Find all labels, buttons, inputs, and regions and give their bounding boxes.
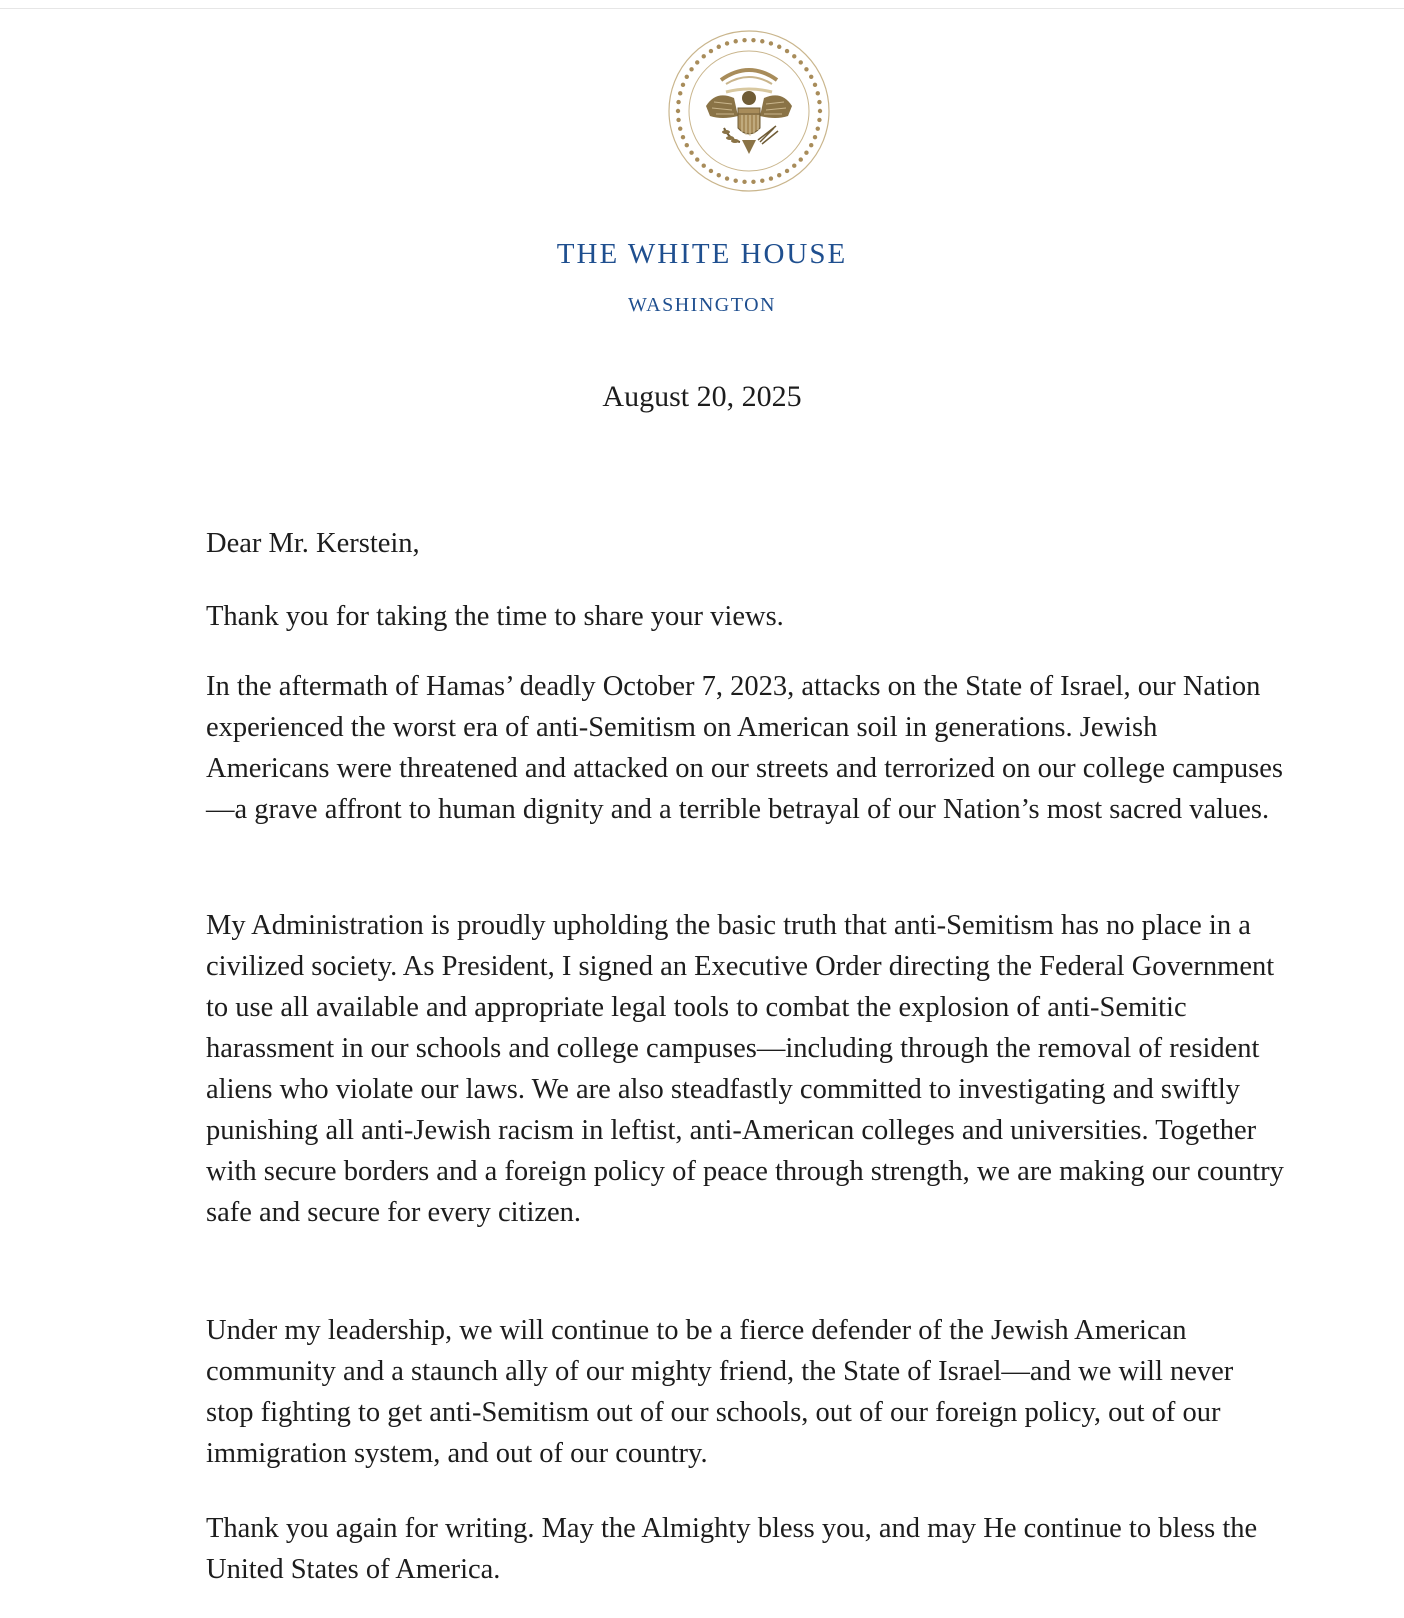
seal-star — [689, 151, 693, 155]
seal-star — [717, 45, 721, 49]
seal-star — [817, 118, 821, 122]
seal-star — [678, 126, 682, 130]
seal-star — [676, 109, 680, 113]
seal-star — [769, 176, 773, 180]
seal-star — [818, 109, 822, 113]
paragraph: My Administration is proudly upholding the basic truth that anti-Semitism has no place in a civilized society. As President, I signed an Executive Order directing the Federal Government to use all available and appropriate legal tools to combat the explosion of anti-Semitic harassment in our schools and college campuses—including through the removal of resident aliens who violate our laws. We are also steadfastly committed to investigating and swiftly punishing all anti-Jewish racism in leftist, anti-American colleges and universities. Together with secure borders and a foreign policy of peace through strength, we are making our country safe and secure for every citizen. — [206, 910, 1284, 1228]
seal-star — [734, 39, 738, 43]
seal-star — [689, 67, 693, 71]
seal-star — [777, 45, 781, 49]
presidential-seal-icon — [666, 28, 832, 194]
seal-star — [785, 49, 789, 53]
letterhead-title: THE WHITE HOUSE — [556, 238, 848, 270]
paragraph: Under my leadership, we will continue to be a fierce defender of the Jewish American community and a staunch ally of our mighty friend, the State of Israel—and we will never stop fighting to get anti-Semitism out of our schools, out of our foreign policy, out of our immigration system, and out of our country. — [206, 1315, 1234, 1469]
seal-star — [681, 83, 685, 87]
seal-star — [799, 157, 803, 161]
seal-star — [816, 126, 820, 130]
seal-star — [742, 38, 746, 42]
seal-star — [813, 135, 817, 139]
seal-star — [817, 100, 821, 104]
seal-star — [792, 54, 796, 58]
seal-star — [760, 179, 764, 183]
seal-star — [760, 39, 764, 43]
seal-star — [809, 143, 813, 147]
paragraph: In the aftermath of Hamas’ deadly October 7, 2023, attacks on the State of Israel, our Nation experienced the worst era of anti-Semitism on American soil in generations. Jewish Americans were threatened and attacked on our streets and terrorized on our college campuses—a grave affront to human dignity and a terrible betrayal of our Nation’s most sacred values. — [206, 671, 1283, 825]
seal-star — [792, 164, 796, 168]
seal-star — [685, 75, 689, 79]
seal-star — [751, 180, 755, 184]
seal-star — [725, 176, 729, 180]
seal-star — [777, 173, 781, 177]
seal-star — [709, 49, 713, 53]
seal-star — [695, 157, 699, 161]
seal-star — [717, 173, 721, 177]
seal-star — [734, 179, 738, 183]
seal-star — [799, 60, 803, 64]
seal-star — [809, 75, 813, 79]
seal-star — [676, 100, 680, 104]
top-divider — [0, 8, 1404, 9]
seal-star — [681, 135, 685, 139]
paragraph: Thank you for taking the time to share your views. — [206, 601, 784, 632]
seal-star — [695, 60, 699, 64]
seal-star — [769, 41, 773, 45]
seal-star — [702, 164, 706, 168]
seal-star — [816, 91, 820, 95]
seal-star — [785, 169, 789, 173]
letterhead-subtitle: WASHINGTON — [628, 294, 776, 316]
seal-star — [751, 38, 755, 42]
salutation: Dear Mr. Kerstein, — [206, 528, 420, 559]
seal-star — [804, 151, 808, 155]
seal-star — [813, 83, 817, 87]
seal-star — [685, 143, 689, 147]
seal-star — [709, 169, 713, 173]
seal-star — [804, 67, 808, 71]
seal-star — [676, 118, 680, 122]
seal-star — [702, 54, 706, 58]
letter-date: August 20, 2025 — [602, 380, 802, 413]
seal-star — [725, 41, 729, 45]
paragraph: Thank you again for writing. May the Almighty bless you, and may He continue to bless the United States of America. — [206, 1513, 1258, 1585]
seal-star — [742, 180, 746, 184]
seal-star — [678, 91, 682, 95]
